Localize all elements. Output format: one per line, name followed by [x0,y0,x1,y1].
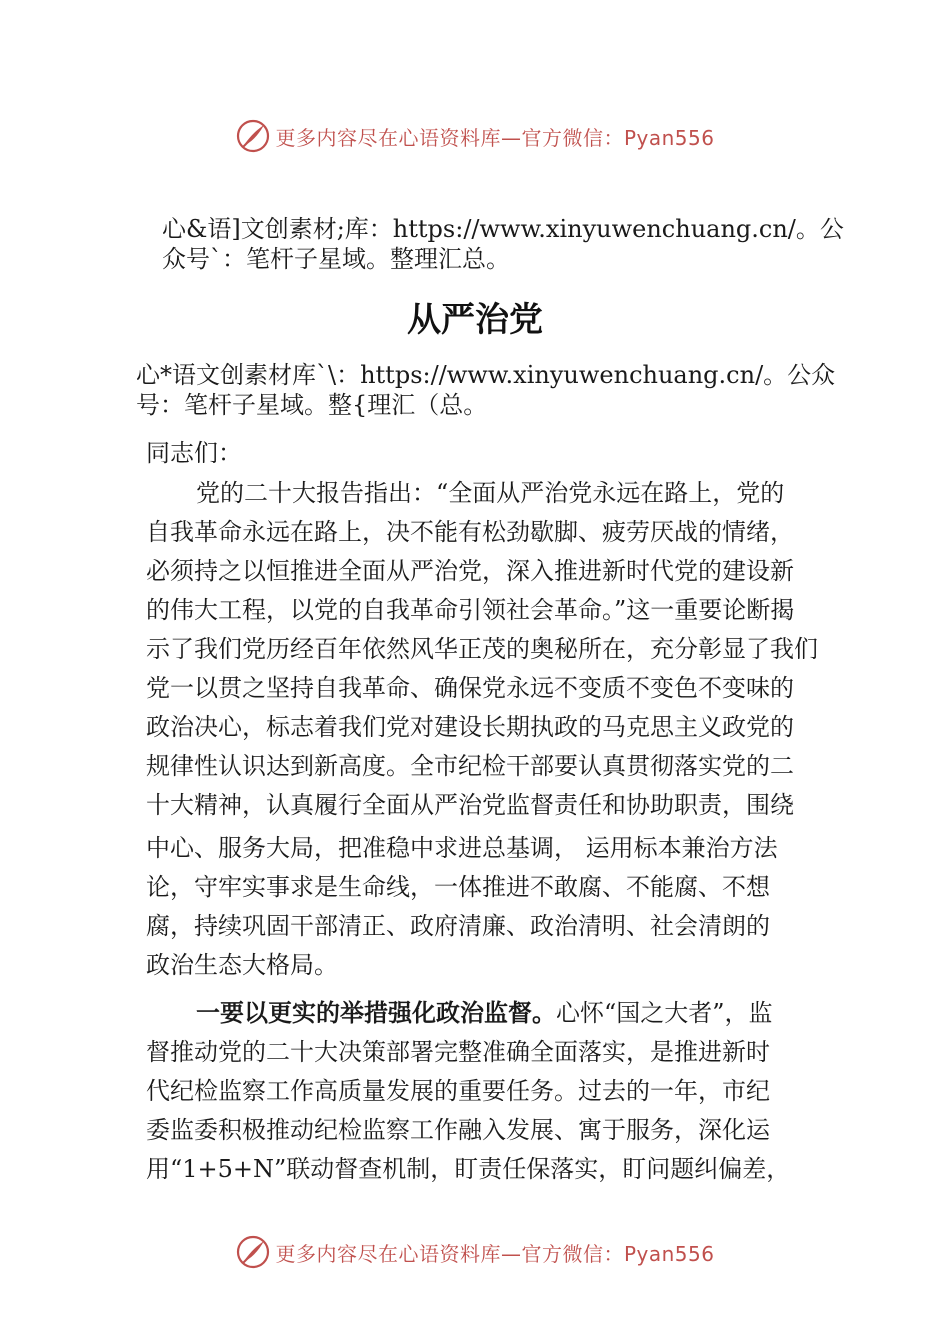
paragraph-line: 腐，持续巩固干部清正、政府清廉、政治清明、社会清朗的 [146,912,770,940]
quill-logo-icon [235,1234,271,1270]
paragraph-line: 代纪检监察工作高质量发展的重要任务。过去的一年，市纪 [146,1077,770,1105]
paragraph-line: 委监委积极推动纪检监察工作融入发展、寓于服务，深化运 [146,1116,770,1144]
document-title: 从严治党 [407,300,543,340]
section-heading-lead: 一要以更实的举措强化政治监督。 [196,999,556,1027]
paragraph-line: 自我革命永远在路上，决不能有松劲歇脚、疲劳厌战的情绪， [146,518,794,546]
paragraph-text: 心怀“国之大者”，监 [556,999,773,1027]
paragraph-line: 中心、服务大局，把准稳中求进总基调， 运用标本兼治方法 [146,834,778,862]
quill-logo-icon [235,118,271,154]
paragraph-line: 政治决心，标志着我们党对建设长期执政的马克思主义政党的 [146,713,794,741]
subheader-line: 心*语文创素材库`\：https://www.xinyuwenchuang.cn/。公众 [136,361,836,389]
header-line: 众号`：笔杆子星域。整理汇总。 [162,245,510,273]
paragraph-line: 督推动党的二十大决策部署完整准确全面落实，是推进新时 [146,1038,770,1066]
paragraph-line: 党一以贯之坚持自我革命、确保党永远不变质不变色不变味的 [146,674,794,702]
watermark-text: 更多内容尽在心语资料库—官方微信：Pyan556 [275,1241,715,1266]
watermark-text: 更多内容尽在心语资料库—官方微信：Pyan556 [275,125,715,150]
watermark-footer [0,1232,950,1272]
paragraph-line: 必须持之以恒推进全面从严治党，深入推进新时代党的建设新 [146,557,794,585]
salutation: 同志们： [146,439,242,467]
paragraph-line [196,998,773,1028]
paragraph-line: 规律性认识达到新高度。全市纪检干部要认真贯彻落实党的二 [146,752,794,780]
paragraph-line: 论，守牢实事求是生命线，一体推进不敢腐、不能腐、不想 [146,873,770,901]
subheader-line: 号：笔杆子星域。整{理汇（总。 [136,391,488,419]
paragraph-line: 政治生态大格局。 [146,951,338,979]
watermark-header [0,116,950,156]
paragraph-line: 用“1+5+N”联动督查机制，盯责任保落实，盯问题纠偏差， [146,1155,791,1183]
paragraph-line: 十大精神，认真履行全面从严治党监督责任和协助职责，围绕 [146,791,794,819]
paragraph-line: 党的二十大报告指出：“全面从严治党永远在路上，党的 [196,479,785,507]
paragraph-line: 示了我们党历经百年依然风华正茂的奥秘所在，充分彰显了我们 [146,635,818,663]
header-line: 心&语]文创素材;库：https://www.xinyuwenchuang.cn/。公 [162,215,844,243]
paragraph-line: 的伟大工程，以党的自我革命引领社会革命。”这一重要论断揭 [146,596,795,624]
